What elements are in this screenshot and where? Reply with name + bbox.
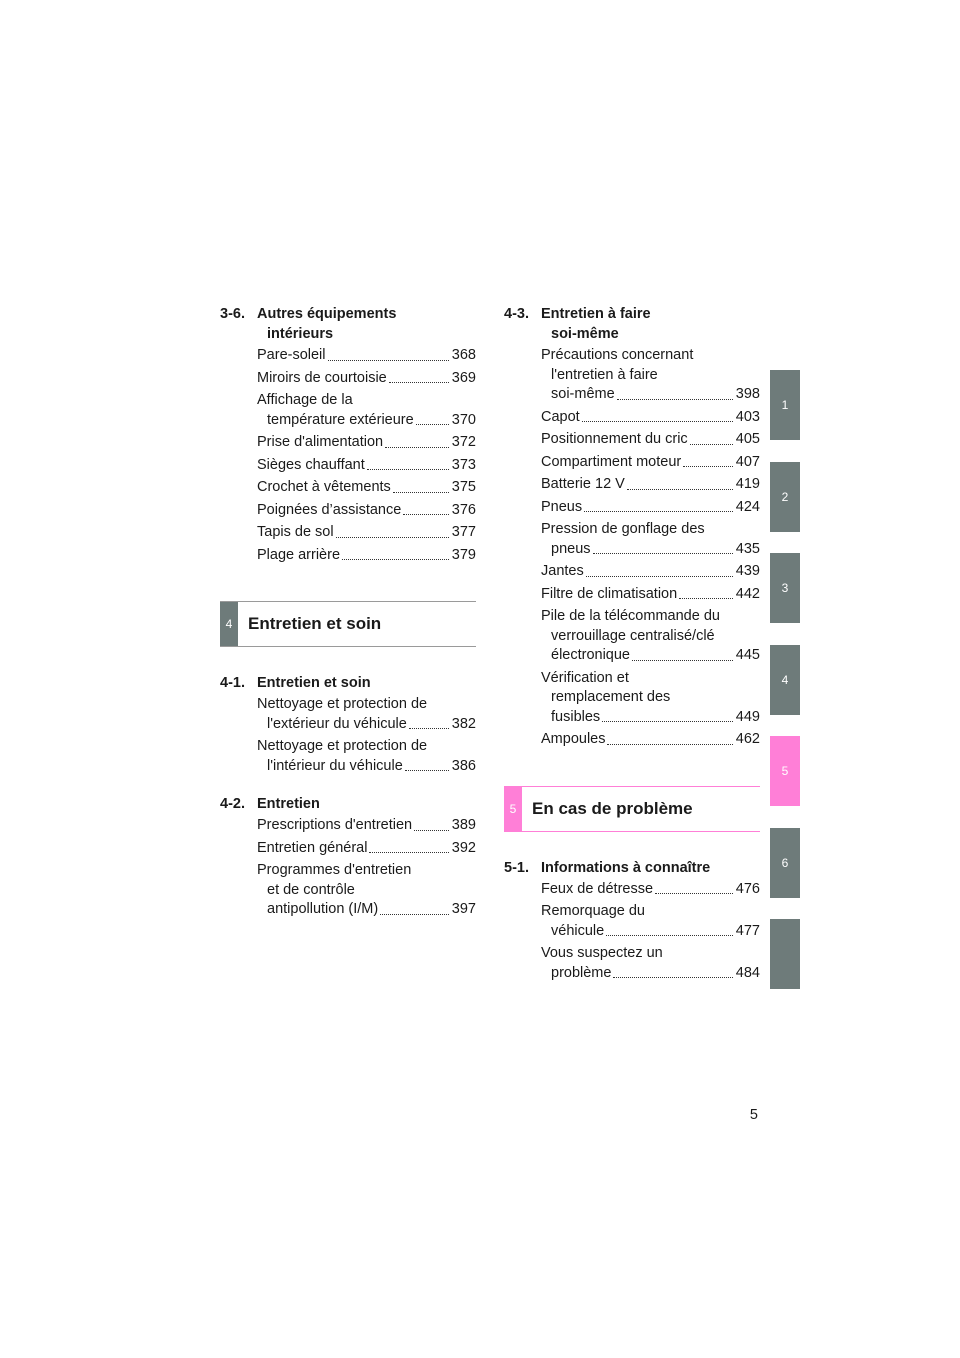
dot-leader — [409, 728, 449, 729]
dot-leader — [367, 469, 449, 470]
toc-entry[interactable] — [257, 816, 476, 836]
toc-entry[interactable] — [541, 944, 760, 983]
toc-entry-label: antipollution (I/M) — [267, 901, 379, 917]
toc-page-number: 405 — [735, 431, 760, 447]
section-number: 3-6. — [220, 306, 245, 322]
toc-entry[interactable] — [257, 456, 476, 476]
dot-leader — [416, 424, 449, 425]
chapter-tab-index[interactable] — [770, 919, 800, 989]
toc-entry-label: Sièges chauffant — [257, 456, 365, 473]
toc-entry[interactable] — [541, 562, 760, 582]
toc-entry-label: l'extérieur du véhicule — [267, 715, 407, 732]
dot-leader — [385, 447, 449, 448]
dot-leader — [342, 559, 449, 560]
section-title: Informations à connaître — [541, 859, 711, 876]
dot-leader — [582, 421, 733, 422]
toc-entry[interactable] — [257, 737, 476, 776]
dot-leader — [655, 893, 733, 894]
toc-entry[interactable] — [257, 346, 476, 366]
toc-entry[interactable] — [257, 501, 476, 521]
toc-entry[interactable] — [257, 433, 476, 453]
toc-page-number: 476 — [735, 880, 760, 897]
section-4-3 — [504, 304, 760, 750]
toc-page-number: 445 — [735, 647, 760, 663]
toc-entry[interactable] — [541, 730, 760, 750]
chapter-5-title: En cas de problème — [532, 798, 693, 818]
toc-entry[interactable] — [541, 880, 760, 900]
toc-entry[interactable] — [257, 861, 476, 920]
section-number: 4-1. — [220, 675, 245, 691]
toc-entry-label: Capot — [541, 408, 580, 425]
toc-page-number: 377 — [451, 524, 476, 540]
toc-entry-label: Remorquage du — [541, 903, 645, 919]
toc-entry-label: verrouillage centralisé/clé — [551, 627, 715, 644]
toc-page-number: 398 — [735, 386, 760, 402]
dot-leader — [593, 553, 733, 554]
section-title: Autres équipements — [257, 306, 397, 322]
chapter-tab-4[interactable]: 4 — [770, 645, 800, 715]
dot-leader — [584, 511, 733, 512]
section-title-continued: soi-même — [551, 326, 619, 342]
toc-entry-label: électronique — [551, 647, 630, 663]
toc-entry-label: Positionnement du cric — [541, 431, 688, 447]
toc-entry-label: l'intérieur du véhicule — [267, 757, 403, 774]
dot-leader — [380, 914, 449, 915]
toc-page-number: 439 — [735, 563, 760, 579]
toc-entry-label: Miroirs de courtoisie — [257, 369, 387, 386]
section-4-1 — [220, 673, 476, 776]
dot-leader — [627, 489, 733, 490]
section-title-continued: intérieurs — [267, 326, 334, 342]
toc-entry-label: Poignées d’assistance — [257, 501, 402, 518]
toc-entry[interactable] — [541, 585, 760, 605]
toc-page-number: 375 — [451, 479, 476, 495]
toc-entry[interactable] — [541, 453, 760, 473]
dot-leader — [586, 576, 733, 577]
toc-page-number: 424 — [735, 498, 760, 515]
dot-leader — [679, 598, 733, 599]
chapter-tab-5[interactable]: 5 — [770, 736, 800, 806]
toc-entry[interactable] — [257, 839, 476, 859]
section-heading — [220, 304, 476, 344]
toc-right-column — [504, 304, 760, 986]
toc-entry-label: et de contrôle — [267, 881, 355, 898]
toc-entry[interactable] — [257, 391, 476, 430]
toc-entry-label: Vérification et — [541, 669, 629, 686]
dot-leader — [414, 830, 449, 831]
toc-page-number: 376 — [451, 501, 476, 518]
page-number: 5 — [749, 1107, 758, 1123]
toc-entry[interactable] — [257, 478, 476, 498]
section-heading — [504, 304, 760, 344]
toc-entry-label: pneus — [551, 540, 591, 557]
toc-entry[interactable] — [541, 498, 760, 518]
toc-entry[interactable] — [541, 902, 760, 941]
toc-page-number: 477 — [735, 922, 760, 939]
toc-entry-label: Crochet à vêtements — [257, 479, 391, 495]
toc-entry-label: Ampoules — [541, 731, 606, 747]
toc-page-number: 442 — [735, 585, 760, 602]
toc-page-number: 449 — [735, 708, 760, 725]
chapter-5-header — [504, 786, 760, 832]
section-heading — [220, 794, 476, 814]
dot-leader — [336, 537, 449, 538]
toc-entry[interactable] — [541, 430, 760, 450]
toc-entry[interactable] — [541, 520, 760, 559]
toc-entry-label: Nettoyage et protection de — [257, 738, 428, 754]
toc-entry-label: Affichage de la — [257, 392, 353, 408]
dot-leader — [389, 382, 449, 383]
toc-entry-label: Filtre de climatisation — [541, 585, 678, 602]
toc-entry-label: Pile de la télécommande du — [541, 608, 720, 624]
toc-page-number: 407 — [735, 453, 760, 470]
toc-page-number: 372 — [451, 434, 476, 450]
toc-entry-label: Pression de gonflage des — [541, 521, 705, 537]
chapter-4-header — [220, 601, 476, 647]
toc-entry-label: remplacement des — [551, 689, 671, 705]
toc-entry[interactable] — [257, 523, 476, 543]
toc-page-number: 484 — [735, 964, 760, 981]
section-title: Entretien et soin — [257, 675, 371, 691]
toc-entry[interactable] — [257, 695, 476, 734]
toc-entry-label: problème — [551, 964, 612, 981]
toc-page-number: 368 — [451, 347, 476, 363]
dot-leader — [607, 744, 732, 745]
toc-entry[interactable] — [541, 346, 760, 405]
toc-entry-label: Feux de détresse — [541, 880, 654, 897]
toc-page-number: 389 — [451, 817, 476, 833]
toc-page-number: 370 — [451, 411, 476, 428]
toc-entry[interactable] — [257, 369, 476, 389]
toc-page-number: 419 — [735, 476, 760, 492]
toc-page-number: 386 — [451, 757, 476, 774]
section-5-1 — [504, 858, 760, 984]
dot-leader — [606, 935, 733, 936]
toc-entry-label: Programmes d'entretien — [257, 862, 412, 878]
dot-leader — [328, 360, 449, 361]
toc-entry-label: Jantes — [541, 563, 584, 579]
section-heading — [504, 858, 760, 878]
toc-entry[interactable] — [541, 475, 760, 495]
chapter-tab-3[interactable]: 3 — [770, 553, 800, 623]
dot-leader — [613, 977, 732, 978]
toc-entry-label: Prise d'alimentation — [257, 434, 384, 450]
dot-leader — [683, 466, 733, 467]
chapter-4-tab: 4 — [220, 602, 238, 646]
toc-entry[interactable] — [541, 607, 760, 666]
section-number: 4-2. — [220, 796, 245, 812]
toc-page-number: 379 — [451, 546, 476, 563]
toc-entry-label: l'entretien à faire — [551, 366, 658, 383]
toc-entry-label: soi-même — [551, 386, 615, 402]
section-number: 4-3. — [504, 306, 529, 322]
toc-page-number: 382 — [451, 715, 476, 732]
toc-page-number: 373 — [451, 456, 476, 473]
chapter-tab-2[interactable]: 2 — [770, 462, 800, 532]
toc-entry-label: température extérieure — [267, 411, 414, 428]
chapter-5-tab: 5 — [504, 787, 522, 831]
dot-leader — [369, 852, 448, 853]
section-title: Entretien à faire — [541, 306, 651, 322]
section-title: Entretien — [257, 796, 320, 812]
toc-entry-label: Pneus — [541, 498, 583, 515]
dot-leader — [405, 770, 449, 771]
dot-leader — [632, 660, 733, 661]
dot-leader — [393, 492, 449, 493]
toc-entry-label: Prescriptions d'entretien — [257, 817, 413, 833]
toc-entry-label: Compartiment moteur — [541, 453, 682, 470]
section-number: 5-1. — [504, 859, 529, 876]
chapter-4-title: Entretien et soin — [248, 614, 382, 633]
section-3-6 — [220, 304, 476, 565]
chapter-tab-6[interactable]: 6 — [770, 828, 800, 898]
toc-page-number: 392 — [451, 839, 476, 856]
dot-leader — [602, 721, 733, 722]
section-4-2 — [220, 794, 476, 920]
toc-entry-label: fusibles — [551, 708, 601, 725]
toc-entry-label: Entretien général — [257, 839, 368, 856]
dot-leader — [403, 514, 449, 515]
toc-page-number: 397 — [451, 901, 476, 917]
toc-page-number: 435 — [735, 540, 760, 557]
toc-entry-label: Pare-soleil — [257, 347, 326, 363]
chapter-tab-1[interactable]: 1 — [770, 370, 800, 440]
dot-leader — [617, 399, 733, 400]
toc-page-number: 403 — [735, 408, 760, 425]
toc-entry-label: Vous suspectez un — [541, 945, 663, 961]
toc-entry-label: Batterie 12 V — [541, 476, 625, 492]
section-heading — [220, 673, 476, 693]
toc-entry-label: Nettoyage et protection de — [257, 696, 428, 712]
toc-page-number: 369 — [451, 369, 476, 386]
toc-left-column — [220, 304, 476, 923]
toc-page-number: 462 — [735, 731, 760, 747]
toc-entry-label: Tapis de sol — [257, 524, 334, 540]
toc-entry[interactable] — [257, 546, 476, 566]
toc-entry[interactable] — [541, 408, 760, 428]
toc-entry-label: véhicule — [551, 922, 605, 939]
toc-entry-label: Précautions concernant — [541, 347, 694, 363]
toc-entry-label: Plage arrière — [257, 546, 341, 563]
toc-entry[interactable] — [541, 669, 760, 728]
dot-leader — [690, 444, 733, 445]
